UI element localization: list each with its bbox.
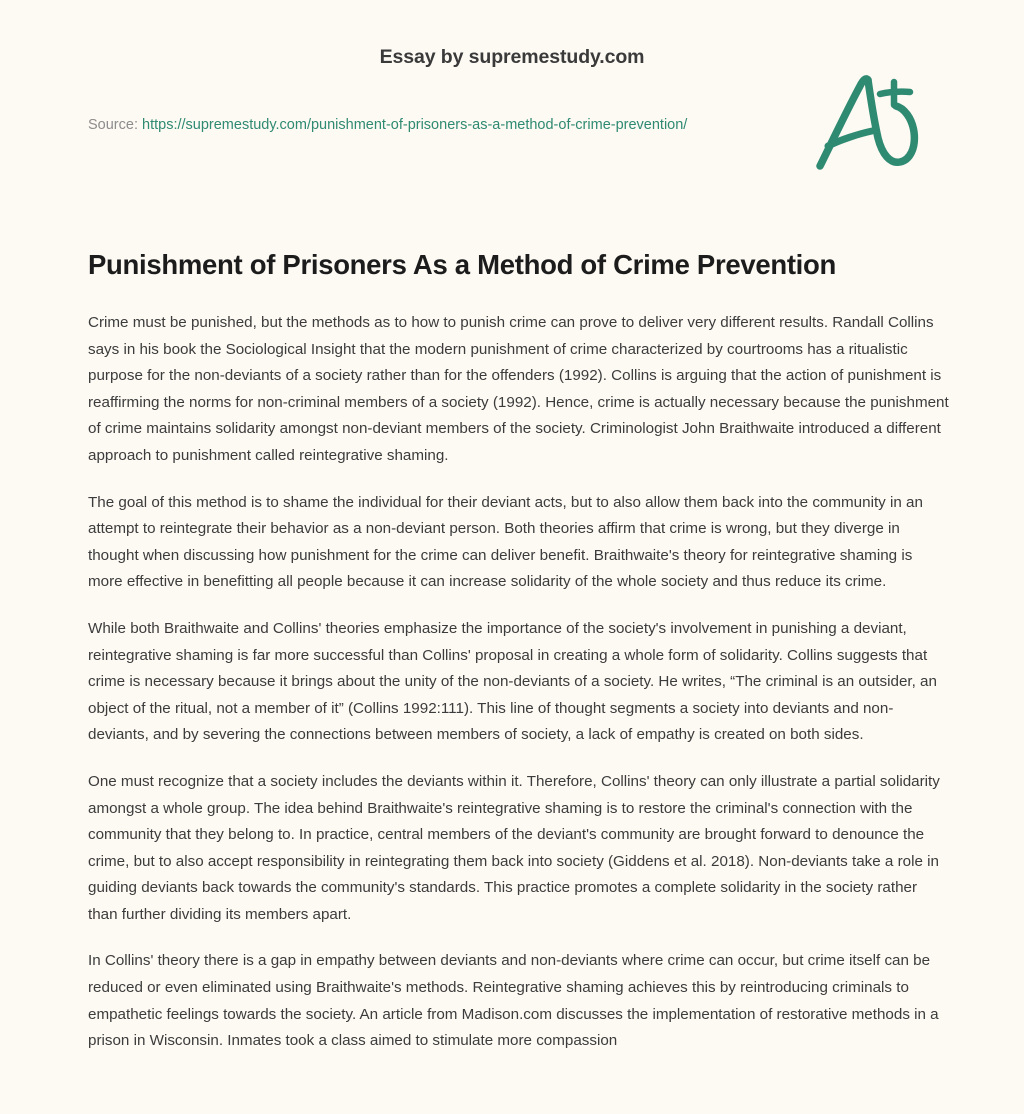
article: [88, 248, 950, 1055]
article-body: [88, 310, 950, 1055]
article-paragraph: The goal of this method is to shame the individual for their deviant acts, but to also allow them back into the community in an attempt to reintegrate their behavior as a non-deviant person. Both theories affirm that crime is wrong, but they diverge in thought when discussing how punishment for the crime can deliver benefit. Braithwaite's theory for reintegrative shaming is more effective in benefitting all people because it can increase solidarity of the whole society and thus reduce its crime.: [88, 493, 923, 591]
source-label: Source:: [88, 117, 138, 133]
source-row: [88, 112, 768, 138]
article-paragraph: Crime must be punished, but the methods as to how to punish crime can prove to deliver very different results. Randall Collins says in his book the Sociological Insight that the modern punishment of crime characterized by courtrooms has a ritualistic purpose for the non-deviants of a society rather than for the offenders (1992). Collins is arguing that the action of punishment is reaffirming the norms for non-criminal members of a society (1992). Hence, crime is actually necessary because the punishment of crime maintains solidarity amongst non-deviant members of the society. Criminologist John Braithwaite introduced a different approach to punishment called reintegrative shaming.: [88, 314, 949, 464]
masthead-title: Essay by supremestudy.com: [379, 46, 645, 68]
masthead: [0, 44, 1024, 70]
a-plus-logo[interactable]: [808, 68, 928, 180]
source-line: [88, 112, 768, 138]
article-paragraph: One must recognize that a society includes the deviants within it. Therefore, Collins' theory can only illustrate a partial solidarity amongst a whole group. The idea behind Braithwaite's reintegrative shaming is to restore the criminal's connection with the community that they belong to. In practice, central members of the deviant's community are brought forward to denounce the crime, but to also accept responsibility in reintegrating them back into society (Giddens et al. 2018). Non-deviants take a role in guiding deviants back towards the community's standards. This practice promotes a complete solidarity in the society rather than further dividing its members apart.: [88, 772, 940, 923]
article-paragraph: In Collins' theory there is a gap in empathy between deviants and non-deviants where crime can occur, but crime itself can be reduced or even eliminated using Braithwaite's methods. Reintegrative shaming achieves this by reintroducing criminals to empathetic feelings towards the society. An article from Madison.com discusses the implementation of restorative methods in a prison in Wisconsin. Inmates took a class aimed to stimulate more compassion: [88, 952, 939, 1050]
article-title: Punishment of Prisoners As a Method of Crime Prevention: [88, 249, 837, 280]
article-paragraph: While both Braithwaite and Collins' theories emphasize the importance of the society's involvement in punishing a deviant, reintegrative shaming is far more successful than Collins' proposal in creating a whole form of solidarity. Collins suggests that crime is necessary because it brings about the unity of the non-deviants of a society. He writes, “The criminal is an outsider, an object of the ritual, not a member of it” (Collins 1992:111). This line of thought segments a society into deviants and non-deviants, and by severing the connections between members of society, a lack of empathy is created on both sides.: [88, 619, 937, 744]
a-plus-logo-icon: [808, 68, 928, 180]
source-url-link[interactable]: https://supremestudy.com/punishment-of-prisoners-as-a-method-of-crime-prevention/: [142, 117, 688, 133]
